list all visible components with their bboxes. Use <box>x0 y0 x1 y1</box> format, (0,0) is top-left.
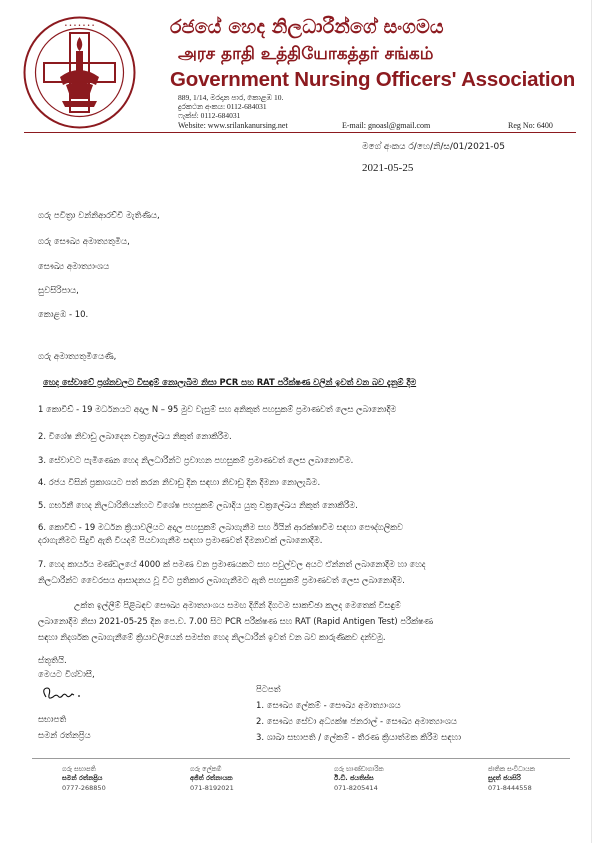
copy-recipient: 1. සෞඛ්‍ය ලේකම් - සෞඛ්‍ය අමාත්‍යාංශය <box>256 701 401 711</box>
footer-phone: 071-8192021 <box>190 784 234 792</box>
issue-item-7-line-2: නිලධාරීන්ට වෛරසය ආසාදනය වූ විට ප්‍රතිකාර ලබාගැනීමට ඇති පහසුකම් ප්‍රමාණවත් ලෙස ලබානොදීම. <box>38 575 405 585</box>
issue-item-6-line-2: දරාගැනීමට සිදුවී ඇති වියදම් පියවාගැනීම සඳහා ප්‍රමාණවත් දීමනාවක් ලබානොදීම. <box>38 535 323 545</box>
issue-item: 4. රජය විසින් ප්‍රකාශයට පත් කරන නිවාඩු දින සඳහා නිවාඩු දින දීමනා නොලැබීම. <box>38 477 321 487</box>
association-name-tamil: அரச தாதி உத்தியோகத்தர் சங்கம் <box>178 44 434 64</box>
closing-paragraph-line-2: ලබානොදීම නිසා 2021-05-25 දින පෙ.ව. 7.00 සිට PCR පරීක්ෂණ සහ RAT (Rapid Antigen Test) පරීක්ෂණ <box>38 616 433 626</box>
registration-number: Reg No: 6400 <box>508 121 553 130</box>
signature <box>38 683 86 705</box>
issue-item-7-line-1: 7. හෙද කාර්යය මණ්ඩලයේ 4000 ක් පමණ වන ප්‍රමාණයකට සහ පවුල්වල අයට ඒන්නත් ලබානොදීම හා හෙද <box>38 559 426 569</box>
footer-phone: 071-8205414 <box>334 784 378 792</box>
copies-label: පිටපත් <box>256 685 281 695</box>
footer-role: ගරු සභාපති <box>62 765 96 773</box>
email-address: E-mail: gnoasl@gmail.com <box>342 121 431 130</box>
footer-divider <box>32 758 570 759</box>
fax-number: ෆැක්ස්: 0112-684031 <box>178 111 241 120</box>
closing-paragraph-line-3: සඳහා නිදර්ශක ලබාගැනීමේ ක්‍රියාවලියෙන් සමස්ත හෙද නිලධාරීන් ඉවත් වන බව කාරුණිකව දන්වමු. <box>38 632 386 642</box>
closing-paragraph-line-1: උක්ත ඉල්ලීම් පිළිබඳව සෞඛ්‍ය අමාත්‍යාංශය සමඟ දිගින් දිගටම සාකච්ඡා කලද මෙතෙක් විසඳුම් <box>74 600 401 610</box>
signatory-name: සමන් රත්නප්‍රිය <box>38 731 91 741</box>
copy-recipient: 3. ශාඛා සභාපති / ලේකම් - තීරණ ක්‍රියාත්මක කිරීම සඳහා <box>256 733 462 743</box>
footer-name: සමන් රත්නප්‍රිය <box>62 774 103 782</box>
letter-date: 2021-05-25 <box>362 162 414 174</box>
issue-item: 3. සේවාවට පැමිණෙන හෙද නිලධාරීන්ට ප්‍රවාහන පහසුකම් ප්‍රමාණවත් ලෙස ලබානොවීම. <box>38 455 354 465</box>
regards-line: මෙයට විශ්වාසී, <box>38 670 95 680</box>
recipient-line: කොළඹ - 10. <box>38 310 89 320</box>
signatory-title: සභාපති <box>38 715 67 725</box>
recipient-line: ගරු පවිත්‍රා වන්නිආරච්චි මැතිණිය, <box>38 211 160 221</box>
website: Website: www.srilankanursing.net <box>178 121 288 130</box>
issue-item: 2. විශේෂ නිවාඩු ලබාදෙන චක්‍රලේඛය නිකුත් නොකිරීම. <box>38 431 232 441</box>
footer-role: ගරු ලේකම් <box>190 765 222 773</box>
association-name-sinhala: රජයේ හෙද නිලධාරීන්ගේ සංගමය <box>170 16 444 38</box>
recipient-line: සුවසිරිපාය, <box>38 286 79 296</box>
footer-role: ගරු භාණ්ඩාගාරික <box>334 765 384 773</box>
issue-item: 1 කොවිඩ් - 19 මර්ධනයට අදාල N – 95 මුව වැසුම් සහ අනිකුත් පහසුකම් ප්‍රමාණවත් ලෙස ලබානොදීම <box>38 404 397 414</box>
reference-number: මගේ අංකය ර/හෙ/නි/ස/01/2021-05 <box>362 142 506 152</box>
recipient-line: ගරු සෞඛ්‍ය අමාත්‍යතුමිය, <box>38 237 130 247</box>
association-logo <box>22 15 137 130</box>
letterhead-divider <box>24 132 576 133</box>
subject-heading: හෙද සේවාවේ ප්‍රශ්නවලට විසඳුම් නොලැබීම නිසා PCR සහ RAT පරීක්ෂණ වලින් ඉවත් වන බව දැනුම් දීම <box>43 377 417 387</box>
address: 889, 1/14, මරදාන පාර, කොළඹ 10. <box>178 93 284 102</box>
association-name-english: Government Nursing Officers' Association <box>170 68 576 91</box>
thanks-line: ස්තූතියි. <box>38 656 67 666</box>
issue-item: 5. ගර්භනී හෙද නිලධාරිනියන්හට විශේෂ පහසුකම් ලබාදිය යුතු චක්‍රලේඛය නිකුත් නොකිරීම. <box>38 500 358 510</box>
svg-text:• • • • • • •: • • • • • • • <box>64 23 95 29</box>
copy-recipient: 2. සෞඛ්‍ය සේවා අධ්‍යක්ෂ ජනරාල් - සෞඛ්‍ය අමාත්‍යාංශය <box>256 717 458 727</box>
footer-name: සුදත් ජයසිරි <box>488 774 521 782</box>
footer-phone: 0777-268850 <box>62 784 106 792</box>
phone-number: දුරකථන අංකය: 0112-684031 <box>178 102 267 111</box>
footer-role: ජාතික සංවිධායක <box>488 765 536 773</box>
footer-name: අජිත් රත්නායක <box>190 774 233 782</box>
recipient-line: සෞඛ්‍ය අමාත්‍යාංශය <box>38 262 110 272</box>
issue-item-6-line-1: 6. කොවිඩ් - 19 මර්ධන ක්‍රියාවලියට අදාල පහසුකම් ලබාගැනීම සහ ඊයින් ආරක්ෂාවීම සඳහා පෞද්ගලිකව <box>38 522 403 532</box>
footer-name: ඊ.ඩී. ජයතිස්ස <box>334 774 374 782</box>
footer-phone: 071-8444558 <box>488 784 532 792</box>
salutation: ගරු අමාත්‍යතුමියෙණි, <box>38 352 117 362</box>
